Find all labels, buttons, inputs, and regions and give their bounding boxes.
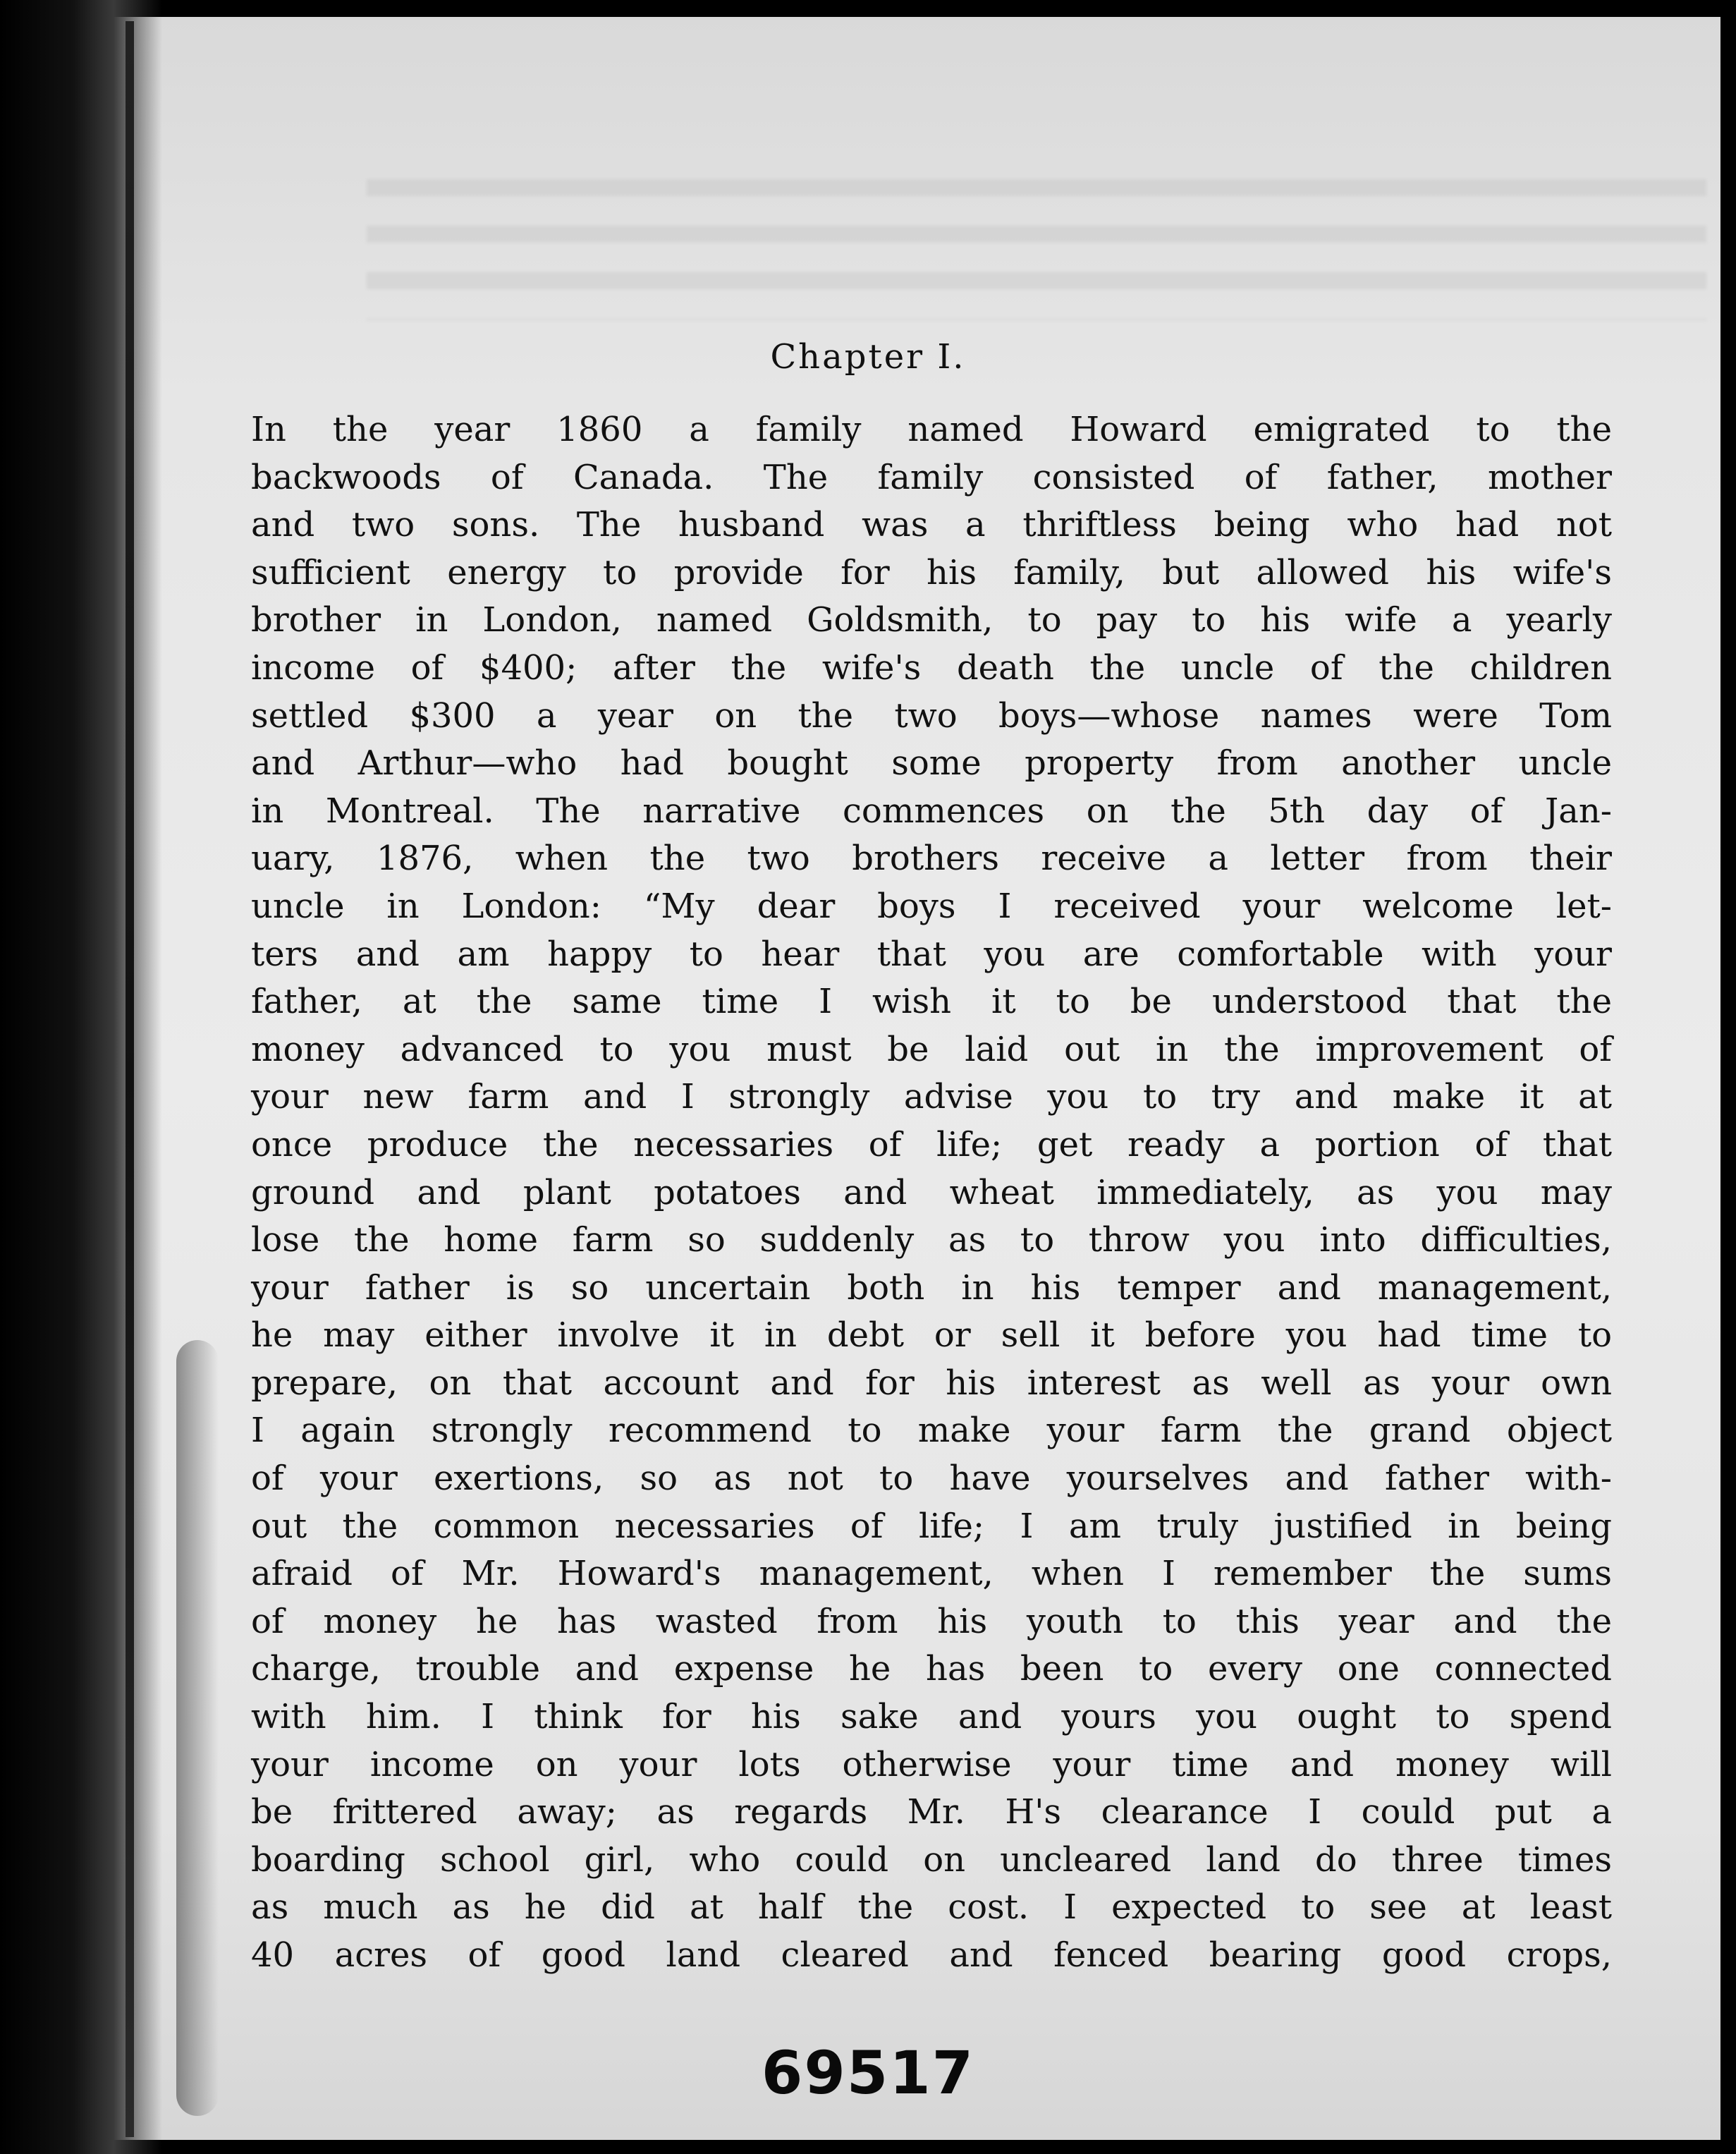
- text-line: afraid of Mr. Howard's management, when I remember the sums: [251, 1554, 1612, 1594]
- text-line: settled $300 a year on the two boys—whose names were Tom: [251, 695, 1612, 736]
- text-line: your new farm and I strongly advise you to try and make it at: [251, 1077, 1612, 1117]
- text-line: of your exertions, so as not to have yourselves and father with-: [251, 1459, 1612, 1499]
- text-line: prepare, on that account and for his interest as well as your own: [251, 1363, 1612, 1403]
- text-line: your income on your lots otherwise your time and money will: [251, 1744, 1612, 1784]
- text-line: money advanced to you must be laid out in the improvement of: [251, 1029, 1612, 1069]
- chapter-heading: Chapter I.: [770, 337, 966, 377]
- text-line: father, at the same time I wish it to be understood that the: [251, 982, 1612, 1022]
- text-line: income of $400; after the wife's death the uncle of the children: [251, 647, 1612, 688]
- text-line: ters and am happy to hear that you are comfortable with your: [251, 934, 1612, 974]
- text-line: lose the home farm so suddenly as to throw you into difficulties,: [251, 1220, 1612, 1260]
- text-line: once produce the necessaries of life; get ready a portion of that: [251, 1124, 1612, 1164]
- text-line: out the common necessaries of life; I am truly justified in being: [251, 1506, 1612, 1546]
- text-line: be frittered away; as regards Mr. H's clearance I could put a: [251, 1792, 1612, 1832]
- text-line: in Montreal. The narrative commences on the 5th day of Jan-: [251, 791, 1612, 831]
- text-line: I again strongly recommend to make your farm the grand object: [251, 1411, 1612, 1451]
- text-line: In the year 1860 a family named Howard emigrated to the: [251, 410, 1612, 449]
- text-line: backwoods of Canada. The family consisted of father, mother: [251, 457, 1612, 497]
- text-line: of money he has wasted from his youth to this year and the: [251, 1601, 1612, 1641]
- text-line: 40 acres of good land cleared and fenced bearing good crops,: [251, 1935, 1612, 1975]
- text-line: and two sons. The husband was a thriftless being who had not: [251, 505, 1612, 545]
- binding-edge: [0, 0, 162, 2154]
- text-line: he may either involve it in debt or sell it before you had time to: [251, 1315, 1612, 1356]
- bleed-through-text: [367, 179, 1706, 320]
- text-line: charge, trouble and expense he has been to every one connected: [251, 1649, 1612, 1689]
- text-line: uary, 1876, when the two brothers receive a letter from their: [251, 839, 1612, 879]
- text-line: as much as he did at half the cost. I expected to see at least: [251, 1887, 1612, 1928]
- ink-smudge: [176, 1340, 219, 2116]
- text-line: boarding school girl, who could on uncleared land do three times: [251, 1839, 1612, 1880]
- text-line: and Arthur—who had bought some property from another uncle: [251, 743, 1612, 784]
- body-text: [251, 406, 1612, 1980]
- text-line: with him. I think for his sake and yours you ought to spend: [251, 1697, 1612, 1737]
- text-line: ground and plant potatoes and wheat immediately, as you may: [251, 1172, 1612, 1212]
- text-line: brother in London, named Goldsmith, to pay to his wife a yearly: [251, 600, 1612, 640]
- text-line: uncle in London: “My dear boys I received your welcome let-: [251, 886, 1612, 926]
- catalog-number-stamp: 69517: [761, 2038, 975, 2107]
- text-line: your father is so uncertain both in his temper and management,: [251, 1267, 1612, 1308]
- text-line: sufficient energy to provide for his family, but allowed his wife's: [251, 552, 1612, 592]
